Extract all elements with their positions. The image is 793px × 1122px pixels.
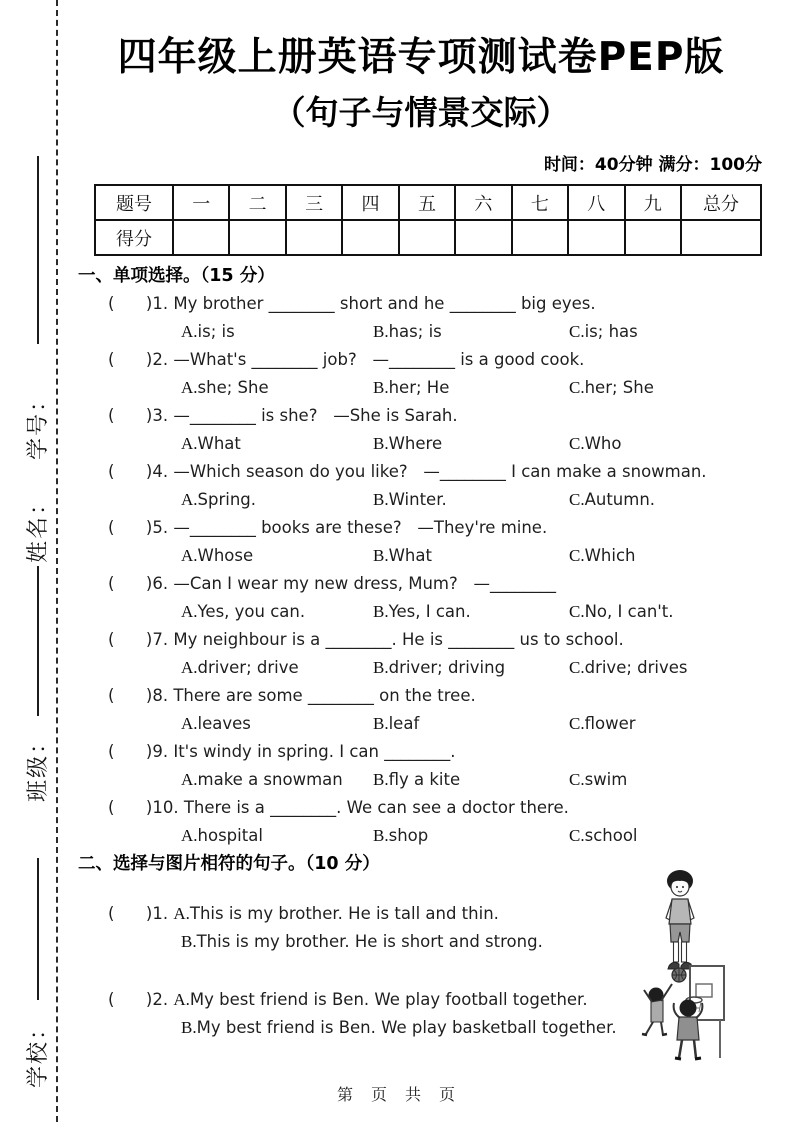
option-a: A.she; She [181, 378, 269, 397]
question-stem: ( )4. —Which season do you like? —________ I can make a snowman. [108, 462, 707, 481]
section-1-heading: 一、单项选择。（15 分） [78, 266, 275, 286]
question-stem: ( )1. My brother ________ short and he ________ big eyes. [108, 294, 596, 313]
option-b: B.This is my brother. He is short and strong. [181, 932, 543, 951]
score-cell [399, 220, 455, 255]
sidebar-label-name: 姓名： [26, 490, 51, 563]
question-5 [78, 514, 764, 570]
score-header-cell: 六 [455, 185, 511, 220]
option-c: C.Who [569, 434, 622, 453]
score-header-cell: 九 [625, 185, 682, 220]
question-stem: ( )9. It's windy in spring. I can ________. [108, 742, 456, 761]
option-c: C.school [569, 826, 638, 845]
score-cell [568, 220, 624, 255]
option-b: B.has; is [373, 322, 442, 341]
option-c: C.is; has [569, 322, 638, 341]
option-c: C.No, I can't. [569, 602, 674, 621]
seal-dashed-line [56, 0, 58, 1122]
option-b: B.My best friend is Ben. We play basketball together. [181, 1018, 617, 1037]
sidebar-blank-line [37, 858, 39, 1000]
question-stem: ( )2. A.My best friend is Ben. We play football together. [108, 990, 588, 1009]
option-a: A.Yes, you can. [181, 602, 306, 621]
score-cell [173, 220, 229, 255]
option-a: A.Whose [181, 546, 254, 565]
score-header-cell: 一 [173, 185, 229, 220]
exam-time-score-info: 时间：40分钟 满分：100分 [543, 155, 762, 175]
sidebar-label-school: 学校： [26, 1015, 51, 1088]
option-a: A.make a snowman [181, 770, 343, 789]
score-header-cell: 二 [229, 185, 285, 220]
option-a: A.leaves [181, 714, 251, 733]
option-c: C.flower [569, 714, 636, 733]
option-b: B.fly a kite [373, 770, 461, 789]
tall-thin-boy-illustration [652, 866, 708, 974]
sidebar-label-student-id: 学号： [26, 387, 51, 460]
question-stem: ( )10. There is a ________. We can see a doctor there. [108, 798, 569, 817]
score-header-cell: 题号 [95, 185, 173, 220]
option-b: B.shop [373, 826, 429, 845]
score-header-cell: 总分 [681, 185, 761, 220]
option-c: C.her; She [569, 378, 654, 397]
question-1 [78, 290, 764, 346]
option-b: B.her; He [373, 378, 450, 397]
question-10 [78, 794, 764, 850]
score-cell [512, 220, 568, 255]
score-cell [342, 220, 398, 255]
question-8 [78, 682, 764, 738]
option-a: A.hospital [181, 826, 263, 845]
exam-subtitle: （句子与情景交际） [272, 93, 570, 132]
kids-playing-basketball-illustration [636, 962, 732, 1064]
option-b: B.leaf [373, 714, 420, 733]
option-c: C.Autumn. [569, 490, 656, 509]
question-3 [78, 402, 764, 458]
exam-title: 四年级上册英语专项测试卷PEP版 [117, 35, 725, 80]
option-a: A.driver; drive [181, 658, 299, 677]
sidebar-blank-line [37, 156, 39, 344]
question-stem: ( )6. —Can I wear my new dress, Mum? —________ [108, 574, 556, 593]
score-cell [455, 220, 511, 255]
question-stem: ( )8. There are some ________ on the tree. [108, 686, 476, 705]
option-b: B.driver; driving [373, 658, 506, 677]
question-4 [78, 458, 764, 514]
score-table-header-row [95, 185, 761, 220]
score-header-cell: 三 [286, 185, 342, 220]
section-2-heading: 二、选择与图片相符的句子。（10 分） [78, 854, 380, 874]
option-b: B.Yes, I can. [373, 602, 471, 621]
option-a: A.Spring. [181, 490, 257, 509]
score-header-cell: 四 [342, 185, 398, 220]
score-cell [681, 220, 761, 255]
page-footer: 第 页 共 页 [336, 1085, 456, 1104]
sidebar-label-class: 班级： [26, 729, 51, 802]
question-stem: ( )7. My neighbour is a ________. He is ________ us to school. [108, 630, 624, 649]
question-stem: ( )3. —________ is she? —She is Sarah. [108, 406, 458, 425]
option-c: C.swim [569, 770, 628, 789]
option-a: A.is; is [181, 322, 235, 341]
option-c: C.drive; drives [569, 658, 688, 677]
score-row-label: 得分 [95, 220, 173, 255]
option-c: C.Which [569, 546, 636, 565]
question-2 [78, 346, 764, 402]
score-header-cell: 八 [568, 185, 624, 220]
score-header-cell: 五 [399, 185, 455, 220]
question-6 [78, 570, 764, 626]
score-table [94, 184, 762, 256]
question-stem: ( )2. —What's ________ job? —________ is a good cook. [108, 350, 585, 369]
question-stem: ( )5. —________ books are these? —They're mine. [108, 518, 548, 537]
score-cell [229, 220, 285, 255]
score-cell [286, 220, 342, 255]
sidebar-blank-line [37, 566, 39, 716]
option-b: B.Where [373, 434, 443, 453]
question-7 [78, 626, 764, 682]
score-header-cell: 七 [512, 185, 568, 220]
option-b: B.What [373, 546, 432, 565]
option-b: B.Winter. [373, 490, 447, 509]
question-stem: ( )1. A.This is my brother. He is tall and thin. [108, 904, 499, 923]
question-9 [78, 738, 764, 794]
score-cell [625, 220, 682, 255]
score-table-score-row [95, 220, 761, 255]
option-a: A.What [181, 434, 241, 453]
